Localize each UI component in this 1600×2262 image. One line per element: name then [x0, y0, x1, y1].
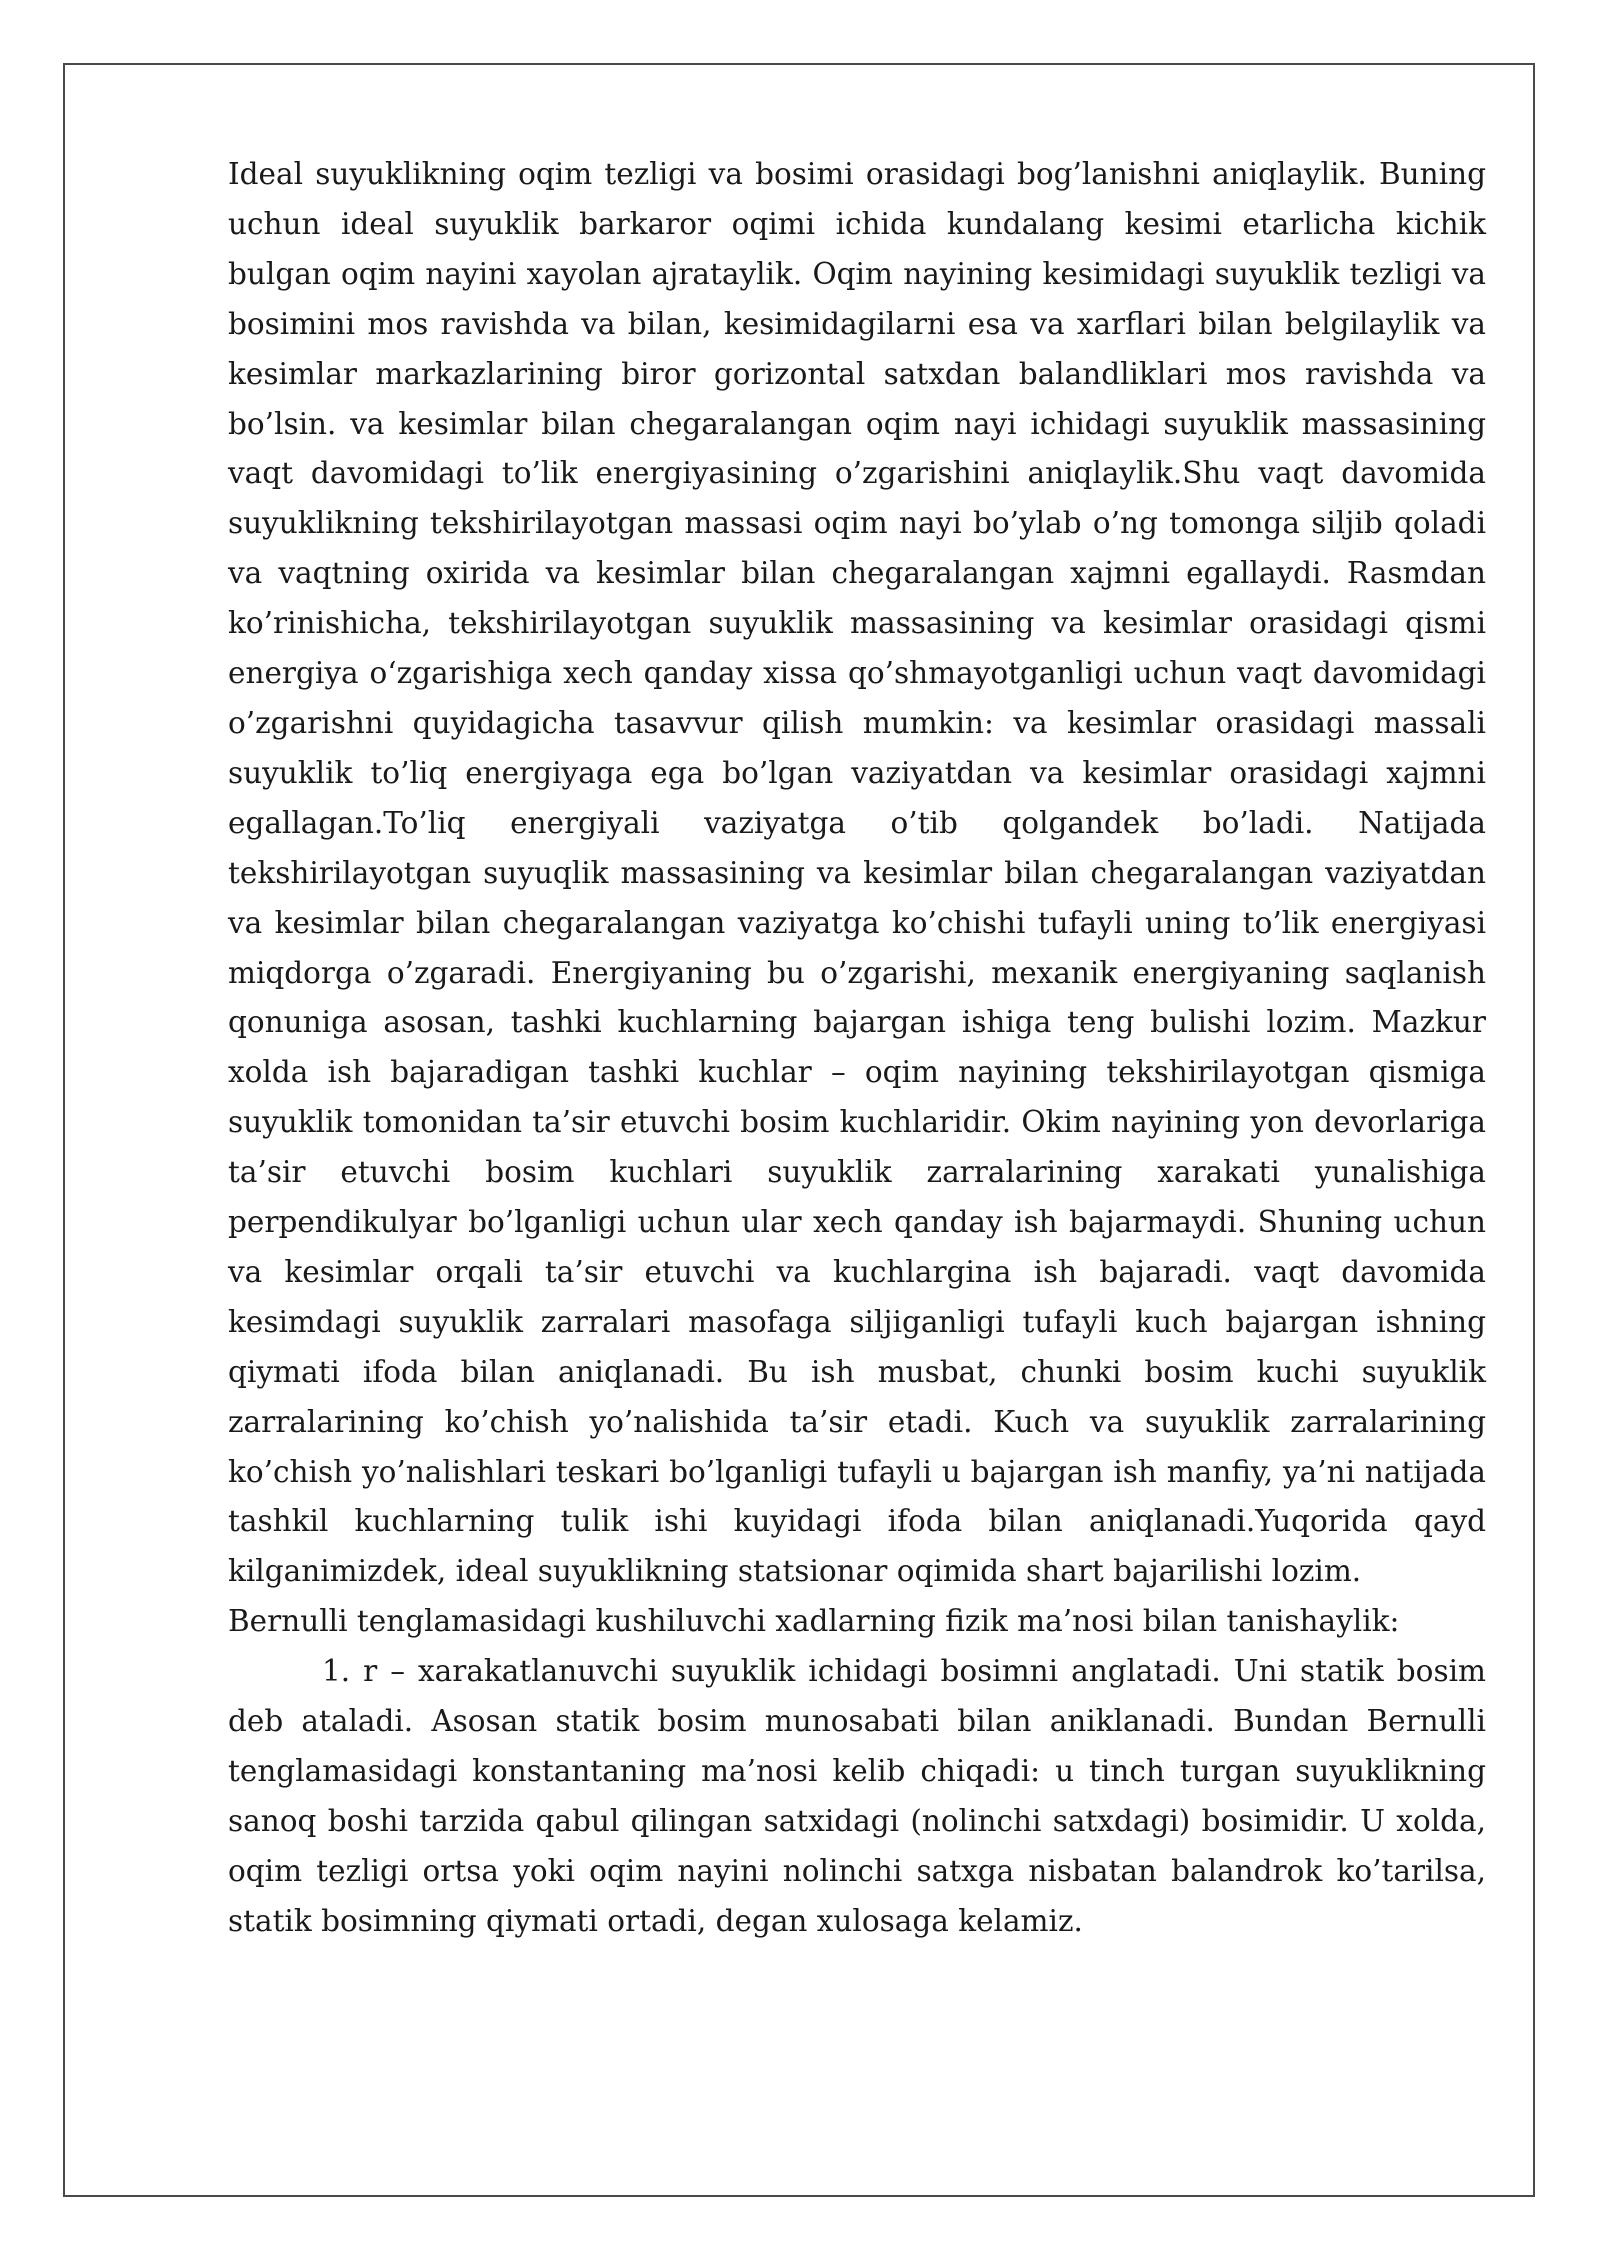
paragraph-bernulli-terms: Bernulli tenglamasidagi kushiluvchi xadlarning fizik ma’nosi bilan tanishaylik:	[228, 1604, 1400, 1639]
paragraph-ideal-fluid: Ideal suyuklikning oqim tezligi va bosimi orasidagi bog’lanishni aniqlaylik. Buning uchun ideal suyuklik barkaror oqimi ichida kundalang kesimi etarlicha kichik bulgan oqim nayini xayolan ajrataylik. Oqim nayining kesimidagi suyuklik tezligi va bosimini mos ravishda va bilan, kesimidagilarni esa va xarflari bilan belgilaylik va kesimlar markazlarining biror gorizontal satxdan balandliklari mos ravishda va bo’lsin. va kesimlar bilan chegaralangan oqim nayi ichidagi suyuklik massasining vaqt davomidagi to’lik energiyasining o’zgarishini aniqlaylik.Shu vaqt davomida suyuklikning tekshirilayotgan massasi oqim nayi bo’ylab o’ng tomonga siljib qoladi va vaqtning oxirida va kesimlar bilan chegaralangan xajmni egallaydi. Rasmdan ko’rinishicha, tekshirilayotgan suyuklik massasining va kesimlar orasidagi qismi energiya o‘zgarishiga xech qanday xissa qo’shmayotganligi uchun vaqt davomidagi o’zgarishni quyidagicha tasavvur qilish mumkin: va kesimlar orasidagi massali suyuklik to’liq energiyaga ega bo’lgan vaziyatdan va kesimlar orasidagi xajmni egallagan.To’liq energiyali vaziyatga o’tib qolgandek bo’ladi. Natijada tekshirilayotgan suyuqlik massasining va kesimlar bilan chegaralangan vaziyatdan va kesimlar bilan chegaralangan vaziyatga ko’chishi tufayli uning to’lik energiyasi miqdorga o’zgaradi. Energiyaning bu o’zgarishi, mexanik energiyaning saqlanish qonuniga asosan, tashki kuchlarning bajargan ishiga teng bulishi lozim. Mazkur xolda ish bajaradigan tashki kuchlar – oqim nayining tekshirilayotgan qismiga suyuklik tomonidan ta’sir etuvchi bosim kuchlaridir. Okim nayining yon devorlariga ta’sir etuvchi bosim kuchlari suyuklik zarralarining xarakati yunalishiga perpendikulyar bo’lganligi uchun ular xech qanday ish bajarmaydi. Shuning uchun va kesimlar orqali ta’sir etuvchi va kuchlargina ish bajaradi. vaqt davomida kesimdagi suyuklik zarralari masofaga siljiganligi tufayli kuch bajargan ishning qiymati ifoda bilan aniqlanadi. Bu ish musbat, chunki bosim kuchi suyuklik zarralarining ko’chish yo’nalishida ta’sir etadi. Kuch va suyuklik zarralarining ko’chish yo’nalishlari teskari bo’lganligi tufayli u bajargan ish manfiy, ya’ni natijada tashkil kuchlarning tulik ishi kuyidagi ifoda bilan aniqlanadi.Yuqorida qayd kilganimizdek, ideal suyuklikning statsionar oqimida shart bajarilishi lozim.	[228, 157, 1486, 1589]
paragraph-static-pressure: 1. r – xarakatlanuvchi suyuklik ichidagi bosimni anglatadi. Uni statik bosim deb ataladi. Asosan statik bosim munosabati bilan aniklanadi. Bundan Bernulli tenglamasidagi konstantaning ma’nosi kelib chiqadi: u tinch turgan suyuklikning sanoq boshi tarzida qabul qilingan satxidagi (nolinchi satxdagi) bosimidir. U xolda, oqim tezligi ortsa yoki oqim nayini nolinchi satxga nisbatan balandrok ko’tarilsa, statik bosimning qiymati ortadi, degan xulosaga kelamiz.	[228, 1654, 1486, 1938]
document-body	[228, 150, 1486, 1947]
